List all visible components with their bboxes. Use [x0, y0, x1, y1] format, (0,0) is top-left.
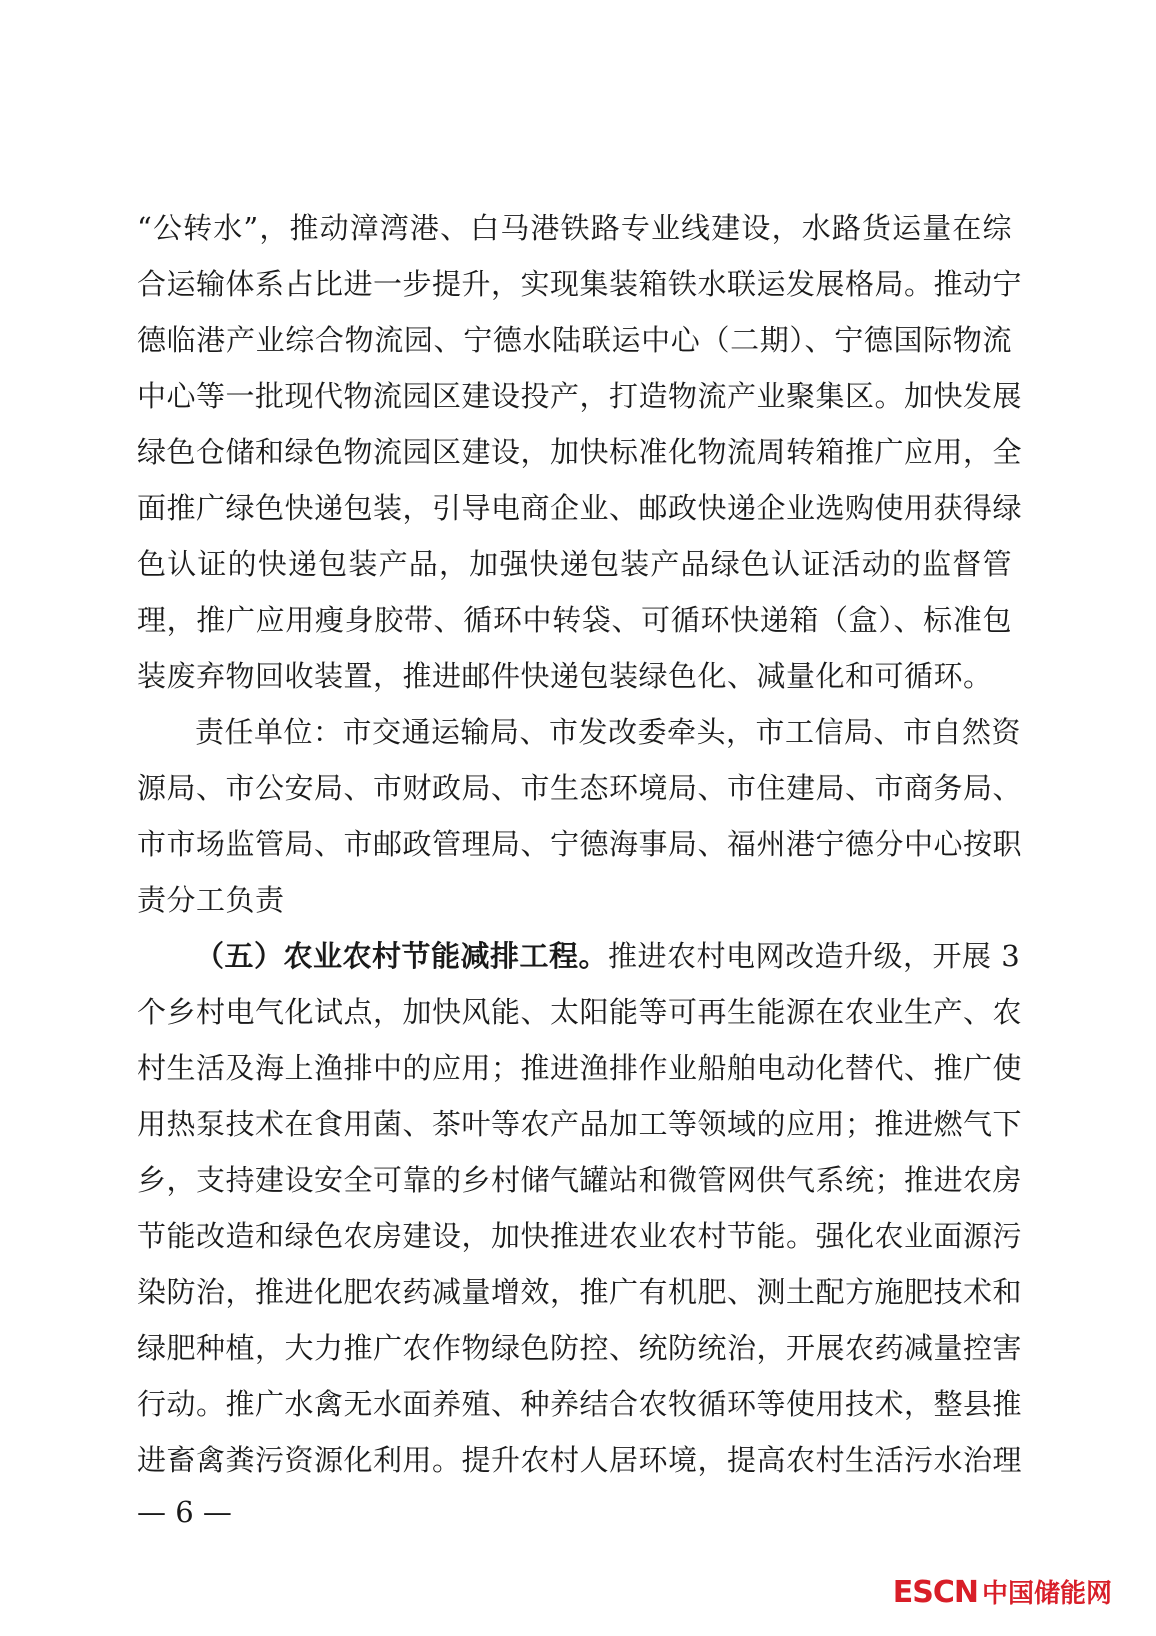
text-line: 合运输体系占比进一步提升，实现集装箱铁水联运发展格局。推动宁 — [137, 267, 1023, 301]
document-body — [137, 200, 1023, 1488]
responsibility-line: 源局、市公安局、市财政局、市生态环境局、市住建局、市商务局、 — [137, 771, 1023, 805]
paragraph-responsibility — [137, 704, 1023, 928]
text-line: 中心等一批现代物流园区建设投产，打造物流产业聚集区。加快发展 — [137, 379, 1023, 413]
watermark-site-name: 中国储能网 — [981, 1579, 1112, 1609]
paragraph-logistics — [137, 200, 1023, 704]
text-line: 装废弃物回收装置，推进邮件快递包装绿色化、减量化和可循环。 — [137, 659, 993, 693]
section-5-first-line — [137, 928, 1021, 984]
responsibility-line: 责分工负责 — [137, 883, 285, 917]
escn-watermark — [893, 1576, 1112, 1610]
text-line: 行动。推广水禽无水面养殖、种养结合农牧循环等使用技术，整县推 — [137, 1387, 1023, 1421]
responsibility-line: 市市场监管局、市邮政管理局、宁德海事局、福州港宁德分中心按职 — [137, 827, 1023, 861]
watermark-escn-logo: ESCN — [892, 1575, 978, 1610]
section-5-heading: （五）农业农村节能减排工程。 — [195, 939, 609, 973]
text-line: 绿肥种植，大力推广农作物绿色防控、统防统治，开展农药减量控害 — [137, 1331, 1023, 1365]
text-line: 理，推广应用瘦身胶带、循环中转袋、可循环快递箱（盒）、标准包 — [137, 603, 1012, 637]
text-line: 用热泵技术在食用菌、茶叶等农产品加工等领域的应用；推进燃气下 — [137, 1107, 1023, 1141]
text-line: 德临港产业综合物流园、宁德水陆联运中心（二期）、宁德国际物流 — [137, 323, 1012, 357]
text-line: 进畜禽粪污资源化利用。提升农村人居环境，提高农村生活污水治理 — [137, 1443, 1023, 1477]
responsibility-line: 责任单位：市交通运输局、市发改委牵头，市工信局、市自然资 — [195, 715, 1022, 749]
text-line: 乡，支持建设安全可靠的乡村储气罐站和微管网供气系统；推进农房 — [137, 1163, 1023, 1197]
section-5-first-text: 推进农村电网改造升级，开展 3 — [608, 939, 1021, 973]
paragraph-section-5 — [137, 928, 1023, 1488]
text-line: 节能改造和绿色农房建设，加快推进农业农村节能。强化农业面源污 — [137, 1219, 1023, 1253]
text-line: 绿色仓储和绿色物流园区建设，加快标准化物流周转箱推广应用，全 — [137, 435, 1023, 469]
text-line: 个乡村电气化试点，加快风能、太阳能等可再生能源在农业生产、农 — [137, 995, 1023, 1029]
text-line: “公转水”，推动漳湾港、白马港铁路专业线建设，水路货运量在综 — [137, 211, 1012, 245]
text-line: 村生活及海上渔排中的应用；推进渔排作业船舶电动化替代、推广使 — [137, 1051, 1023, 1085]
text-line: 染防治，推进化肥农药减量增效，推广有机肥、测土配方施肥技术和 — [137, 1275, 1023, 1309]
text-line: 面推广绿色快递包装，引导电商企业、邮政快递企业选购使用获得绿 — [137, 491, 1023, 525]
page-number: — 6 — — [137, 1495, 232, 1529]
text-line: 色认证的快递包装产品，加强快递包装产品绿色认证活动的监督管 — [137, 547, 1012, 581]
